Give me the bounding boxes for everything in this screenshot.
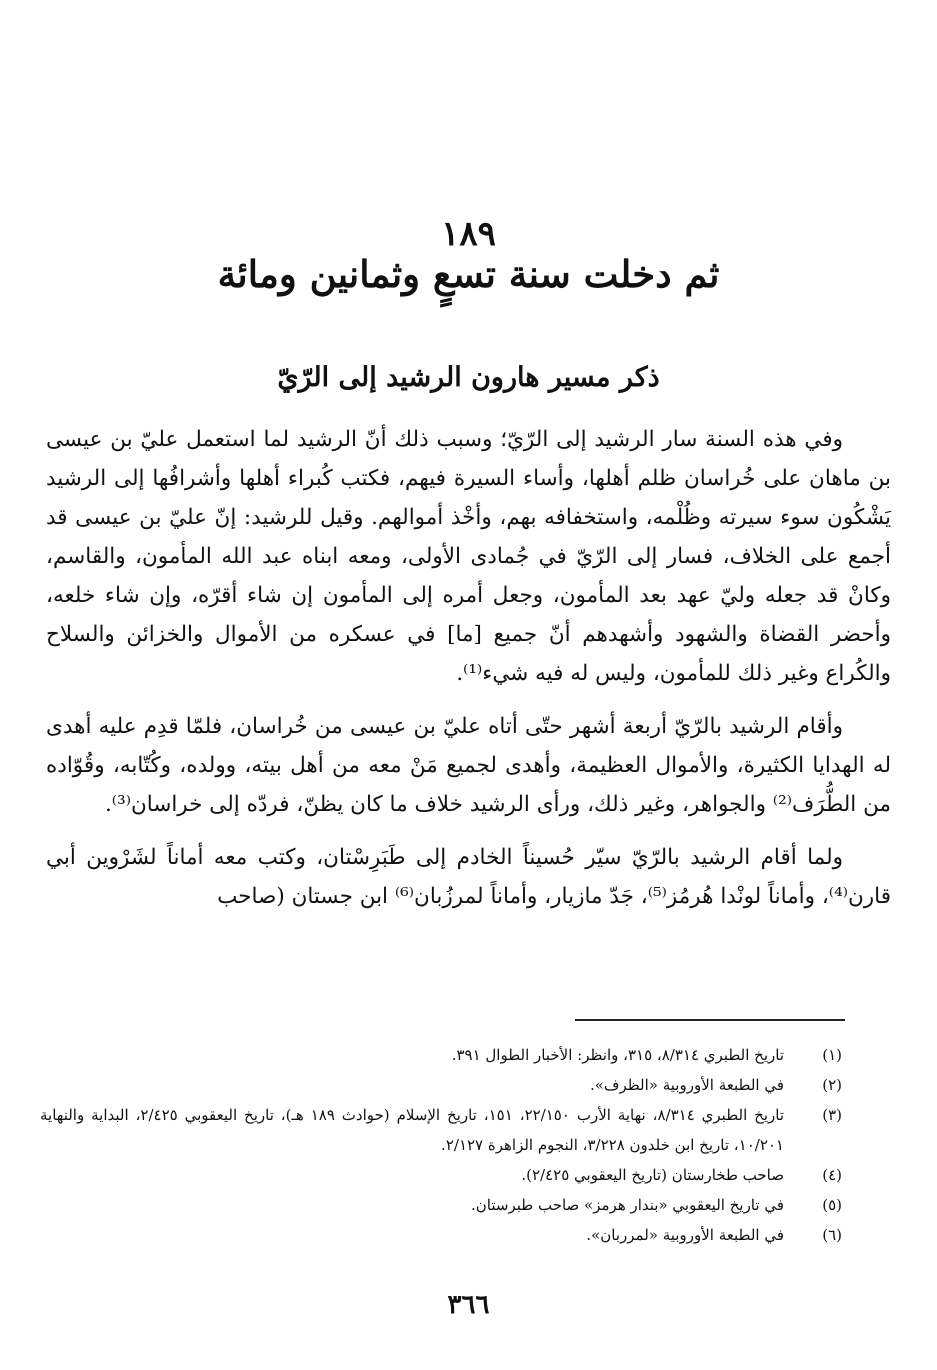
footnote-5 xyxy=(40,1190,850,1220)
footnote-1 xyxy=(40,1040,850,1070)
chapter-title: ثم دخلت سنة تسعٍ وثمانين ومائة xyxy=(217,252,720,296)
paragraph-2: وأقام الرشيد بالرّيّ أربعة أشهر حتّى أتاه عليّ بن عيسى من خُراسان، فلمّا قدِم عليه أهدى له الهدايا الكثيرة، والأموال العظيمة، وأهدى لجميع مَنْ معه من أهل بيته، وولده، وكُتّابه، وقُوّاده من الطُّرَف⁽²⁾ والجواهر، وغير ذلك، ورأى الرشيد خلاف ما كان يظنّ، فردّه إلى خراسان⁽³⁾. xyxy=(46,714,891,817)
footnote-text: صاحب طخارستان (تاريخ اليعقوبي ٢/٤٢٥). xyxy=(521,1166,784,1184)
section-title: ذكر مسير هارون الرشيد إلى الرّيّ xyxy=(277,362,660,393)
footnote-text: في الطبعة الأوروبية «لمرربان». xyxy=(586,1226,784,1244)
footnote-6 xyxy=(40,1220,850,1250)
year-number: ١٨٩ xyxy=(441,214,496,254)
footnote-number: (٢) xyxy=(822,1076,842,1094)
footnote-text: في الطبعة الأوروبية «الظرف». xyxy=(589,1076,784,1094)
footnote-number: (٦) xyxy=(822,1226,842,1244)
footnote-text: تاريخ الطبري ٨/٣١٤، ٣١٥، وانظر: الأخبار الطوال ٣٩١. xyxy=(451,1046,784,1064)
footnote-2 xyxy=(40,1070,850,1100)
footnote-number: (٤) xyxy=(822,1166,842,1184)
footnotes xyxy=(40,1040,850,1250)
paragraph-1: وفي هذه السنة سار الرشيد إلى الرّيّ؛ وسبب ذلك أنّ الرشيد لما استعمل عليّ بن عيسى بن ماهان على خُراسان ظلم أهلها، وأساء السيرة فيهم، فكتب كُبراء أهلها وأشرافُها إلى الرشيد يَشْكُون سوء سيرته وظُلْمه، واستخفافه بهم، وأخْذ أموالهم. وقيل للرشيد: إنّ عليّ بن عيسى قد أجمع على الخلاف، فسار إلى الرّيّ في جُمادى الأولى، ومعه ابناه عبد الله المأمون، والقاسم، وكانْ قد جعله وليّ عهد بعد المأمون، وجعل أمره إلى المأمون إن شاء أقرّه، وإن شاء خلعه، وأحضر القضاة والشهود وأشهدهم أنّ جميع [ما] في عسكره من الأموال والخزائن والسلاح والكُراع وغير ذلك للمأمون، وليس له فيه شيء⁽¹⁾. xyxy=(46,427,891,686)
footnote-3 xyxy=(40,1100,850,1160)
page-number: ٣٦٦ xyxy=(447,1290,490,1320)
main-text xyxy=(46,420,891,930)
footnote-text: في تاريخ اليعقوبي «بندار هرمز» صاحب طبرستان. xyxy=(471,1196,784,1214)
footnote-number: (١) xyxy=(822,1046,842,1064)
footnote-number: (٥) xyxy=(822,1196,842,1214)
paragraph-3: ولما أقام الرشيد بالرّيّ سيّر حُسيناً الخادم إلى طَبَرِسْتان، وكتب معه أماناً لشَرْوين أبي قارن⁽⁴⁾، وأماناً لونْدا هُرمُز⁽⁵⁾، جَدّ مازيار، وأماناً لمرزُبان⁽⁶⁾ ابن جستان (صاحب xyxy=(46,845,891,909)
footnote-text: تاريخ الطبري ٨/٣١٤، نهاية الأرب ٢٢/١٥٠، ١٥١، تاريخ الإسلام (حوادث ١٨٩ هـ)، تاريخ اليعقوبي ٢/٤٢٥، البداية والنهاية ١٠/٢٠١، تاريخ ابن خلدون ٣/٢٢٨، النجوم الزاهرة ٢/١٢٧. xyxy=(40,1106,785,1154)
footnote-4 xyxy=(40,1160,850,1190)
footnote-number: (٣) xyxy=(822,1106,842,1124)
footnote-separator xyxy=(575,1019,845,1021)
